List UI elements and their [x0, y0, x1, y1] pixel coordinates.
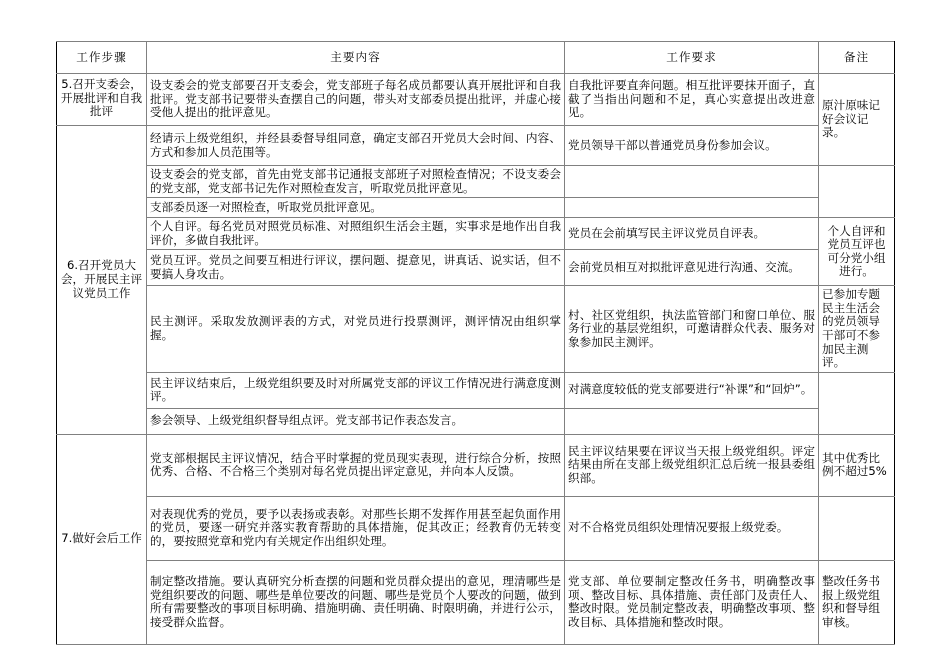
- main-content-cell: 个人自评。每名党员对照党员标准、对照组织生活会主题，实事求是地作出自我评价，多做自我批评。: [147, 218, 565, 250]
- work-requirement-cell: 自我批评要直奔问题。相互批评要抹开面子，直截了当指出问题和不足，真心实意提出改进意见。: [565, 74, 819, 126]
- step-label-6: 6.召开党员大会，开展民主评议党员工作: [57, 126, 147, 435]
- remark-cell: 已参加专题民主生活会的党员领导干部可不参加民主测评。: [819, 286, 895, 372]
- table-row: [57, 74, 895, 126]
- main-content-cell: 支部委员逐一对照检查，听取党员批评意见。: [147, 198, 565, 218]
- work-requirement-cell: 对不合格党员组织处理情况要报上级党委。: [565, 496, 819, 560]
- header-row: [57, 42, 895, 74]
- table-row: [57, 372, 895, 408]
- remark-cell: [819, 372, 895, 434]
- table-row: [57, 434, 895, 496]
- table-row: [57, 166, 895, 198]
- worksheet-table-container: [56, 41, 894, 645]
- work-requirement-cell: 对满意度较低的党支部要进行“补课”和“回炉”。: [565, 372, 819, 408]
- table-row: [57, 496, 895, 560]
- table-row: [57, 250, 895, 286]
- work-requirement-cell: [565, 198, 819, 218]
- work-requirement-cell: 党员在会前填写民主评议党员自评表。: [565, 218, 819, 250]
- main-content-cell: 参会领导、上级党组织督导组点评。党支部书记作表态发言。: [147, 408, 565, 434]
- work-requirement-cell: 民主评议结果要在评议当天报上级党组织。评定结果由所在支部上级党组织汇总后统一报县委组织部。: [565, 434, 819, 496]
- work-requirement-cell: 会前党员相互对拟批评意见进行沟通、交流。: [565, 250, 819, 286]
- table-row: [57, 286, 895, 372]
- table-row: [57, 126, 895, 166]
- main-content-cell: 设支委会的党支部，首先由党支部书记通报支部班子对照检查情况；不设支委会的党支部，党支部书记先作对照检查发言，听取党员批评意见。: [147, 166, 565, 198]
- step-label-7: 7.做好会后工作: [57, 434, 147, 644]
- column-header-work-requirement: 工作要求: [565, 42, 819, 74]
- remark-cell: 个人自评和党员互评也可分党小组进行。: [819, 218, 895, 286]
- column-header-step: 工作步骤: [57, 42, 147, 74]
- main-content-cell: 经请示上级党组织，并经县委督导组同意，确定支部召开党员大会时间、内容、方式和参加人员范围等。: [147, 126, 565, 166]
- work-requirement-cell: [565, 166, 819, 198]
- table-row: [57, 198, 895, 218]
- table-row: [57, 408, 895, 434]
- remark-cell: 其中优秀比例不超过5%: [819, 434, 895, 496]
- table-header: [57, 42, 895, 74]
- main-content-cell: 制定整改措施。要认真研究分析查摆的问题和党员群众提出的意见，理清哪些是党组织要改的问题、哪些是单位要改的问题、哪些是党员个人要改的问题，做到所有需要整改的事项目标明确、措施明确、责任明确、时限明确，并进行公示，接受群众监督。: [147, 560, 565, 644]
- main-content-cell: 民主评议结束后，上级党组织要及时对所属党支部的评议工作情况进行满意度测评。: [147, 372, 565, 408]
- work-requirement-cell: 村、社区党组织，执法监管部门和窗口单位、服务行业的基层党组织，可邀请群众代表、服务对象参加民主测评。: [565, 286, 819, 372]
- work-requirement-cell: [565, 408, 819, 434]
- remark-cell: [819, 166, 895, 218]
- table-body: [57, 74, 895, 645]
- table-row: [57, 560, 895, 644]
- main-content-cell: 对表现优秀的党员，要予以表扬或表彰。对那些长期不发挥作用甚至起负面作用的党员，要逐一研究并落实教育帮助的具体措施，促其改正；经教育仍无转变的，要按照党章和党内有关规定作出组织处理。: [147, 496, 565, 560]
- remark-cell: 整改任务书报上级党组织和督导组审核。: [819, 560, 895, 644]
- work-requirement-cell: 党支部、单位要制定整改任务书，明确整改事项、整改目标、具体措施、责任部门及责任人、整改时限。党员制定整改表，明确整改事项、整改目标、具体措施和整改时限。: [565, 560, 819, 644]
- main-content-cell: 党员互评。党员之间要互相进行评议，摆问题、提意见，讲真话、说实话，但不要搞人身攻击。: [147, 250, 565, 286]
- column-header-remark: 备注: [819, 42, 895, 74]
- step-label-5: 5.召开支委会，开展批评和自我批评: [57, 74, 147, 126]
- work-steps-table: [56, 41, 895, 645]
- main-content-cell: 民主测评。采取发放测评表的方式，对党员进行投票测评，测评情况由组织掌握。: [147, 286, 565, 372]
- table-row: [57, 218, 895, 250]
- column-header-main-content: 主要内容: [147, 42, 565, 74]
- main-content-cell: 设支委会的党支部要召开支委会，党支部班子每名成员都要认真开展批评和自我批评。党支部书记要带头查摆自己的问题，带头对支部委员提出批评，并虚心接受他人提出的批评意见。: [147, 74, 565, 126]
- main-content-cell: 党支部根据民主评议情况，结合平时掌握的党员现实表现，进行综合分析，按照优秀、合格、不合格三个类别对每名党员提出评定意见，并向本人反馈。: [147, 434, 565, 496]
- remark-cell: [819, 496, 895, 560]
- work-requirement-cell: 党员领导干部以普通党员身份参加会议。: [565, 126, 819, 166]
- remark-cell: 原汁原味记好会议记录。: [819, 74, 895, 166]
